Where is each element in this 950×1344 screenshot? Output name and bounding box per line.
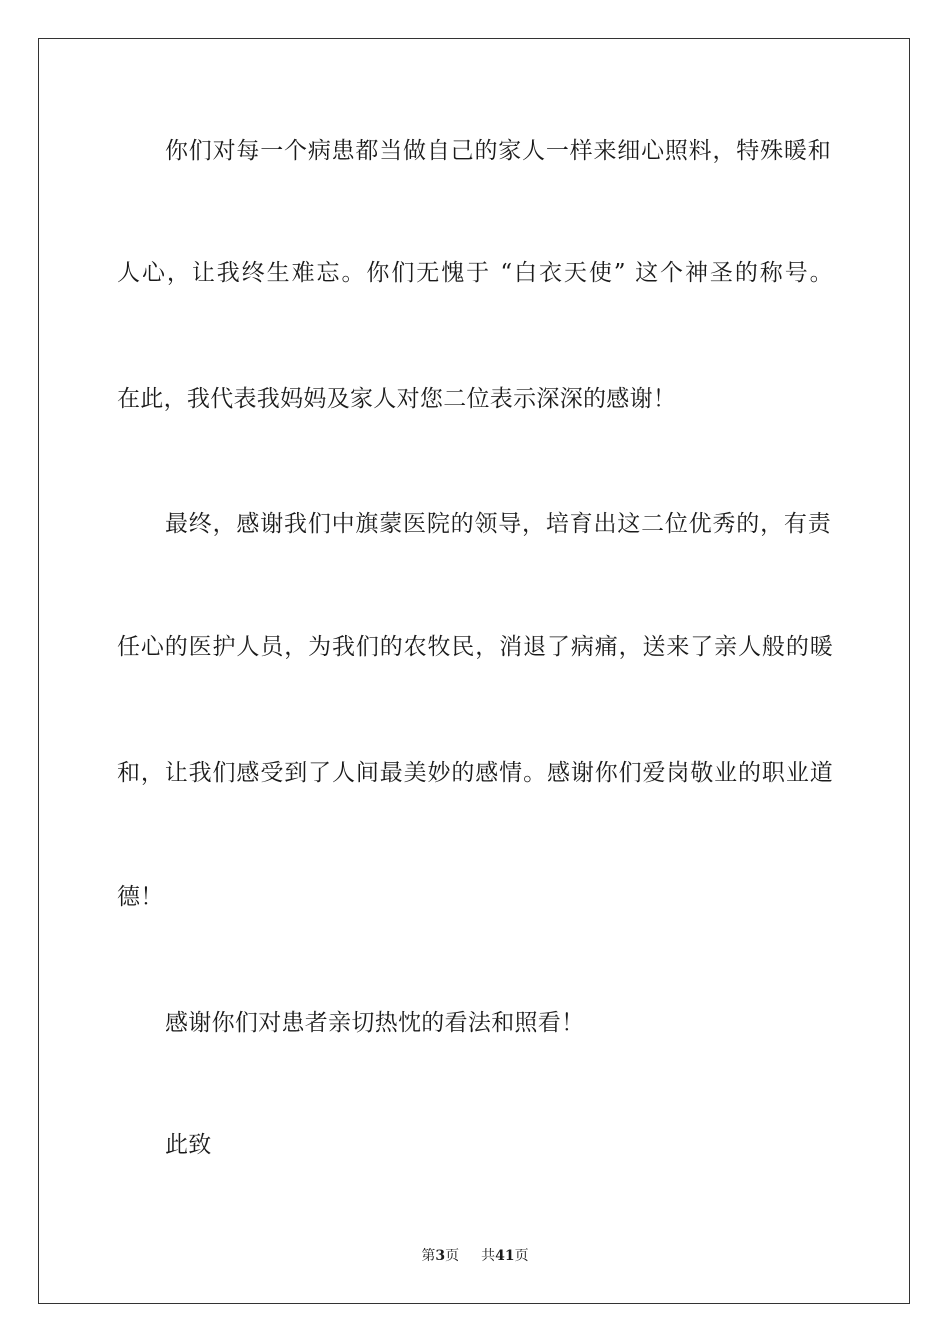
paragraph-line-5: 任心的医护人员，为我们的农牧民，消退了病痛，送来了亲人般的暖 xyxy=(117,634,833,660)
paragraph-line-2: 人心，让我终生难忘。你们无愧于 “白衣天使” 这个神圣的称号。 xyxy=(117,260,833,286)
total-prefix: 共 xyxy=(481,1248,496,1264)
total-suffix: 页 xyxy=(514,1248,529,1264)
paragraph-line-6: 和，让我们感受到了人间最美妙的感情。感谢你们爱岗敬业的职业道 xyxy=(117,760,833,786)
paragraph-line-7: 德！ xyxy=(117,884,164,910)
page-suffix: 页 xyxy=(445,1248,460,1264)
page-footer xyxy=(0,1246,950,1266)
paragraph-line-3: 在此，我代表我妈妈及家人对您二位表示深深的感谢！ xyxy=(117,386,677,412)
closing-salutation: 此致 xyxy=(165,1132,212,1158)
page-number: 3 xyxy=(435,1248,446,1264)
paragraph-line-1: 你们对每一个病患都当做自己的家人一样来细心照料，特殊暖和 xyxy=(165,138,831,164)
page-border xyxy=(38,38,910,1304)
total-pages: 41 xyxy=(495,1248,515,1264)
page-prefix: 第 xyxy=(421,1248,436,1264)
paragraph-line-4: 最终，感谢我们中旗蒙医院的领导，培育出这二位优秀的，有责 xyxy=(165,511,831,537)
paragraph-line-8: 感谢你们对患者亲切热忱的看法和照看！ xyxy=(165,1010,585,1036)
